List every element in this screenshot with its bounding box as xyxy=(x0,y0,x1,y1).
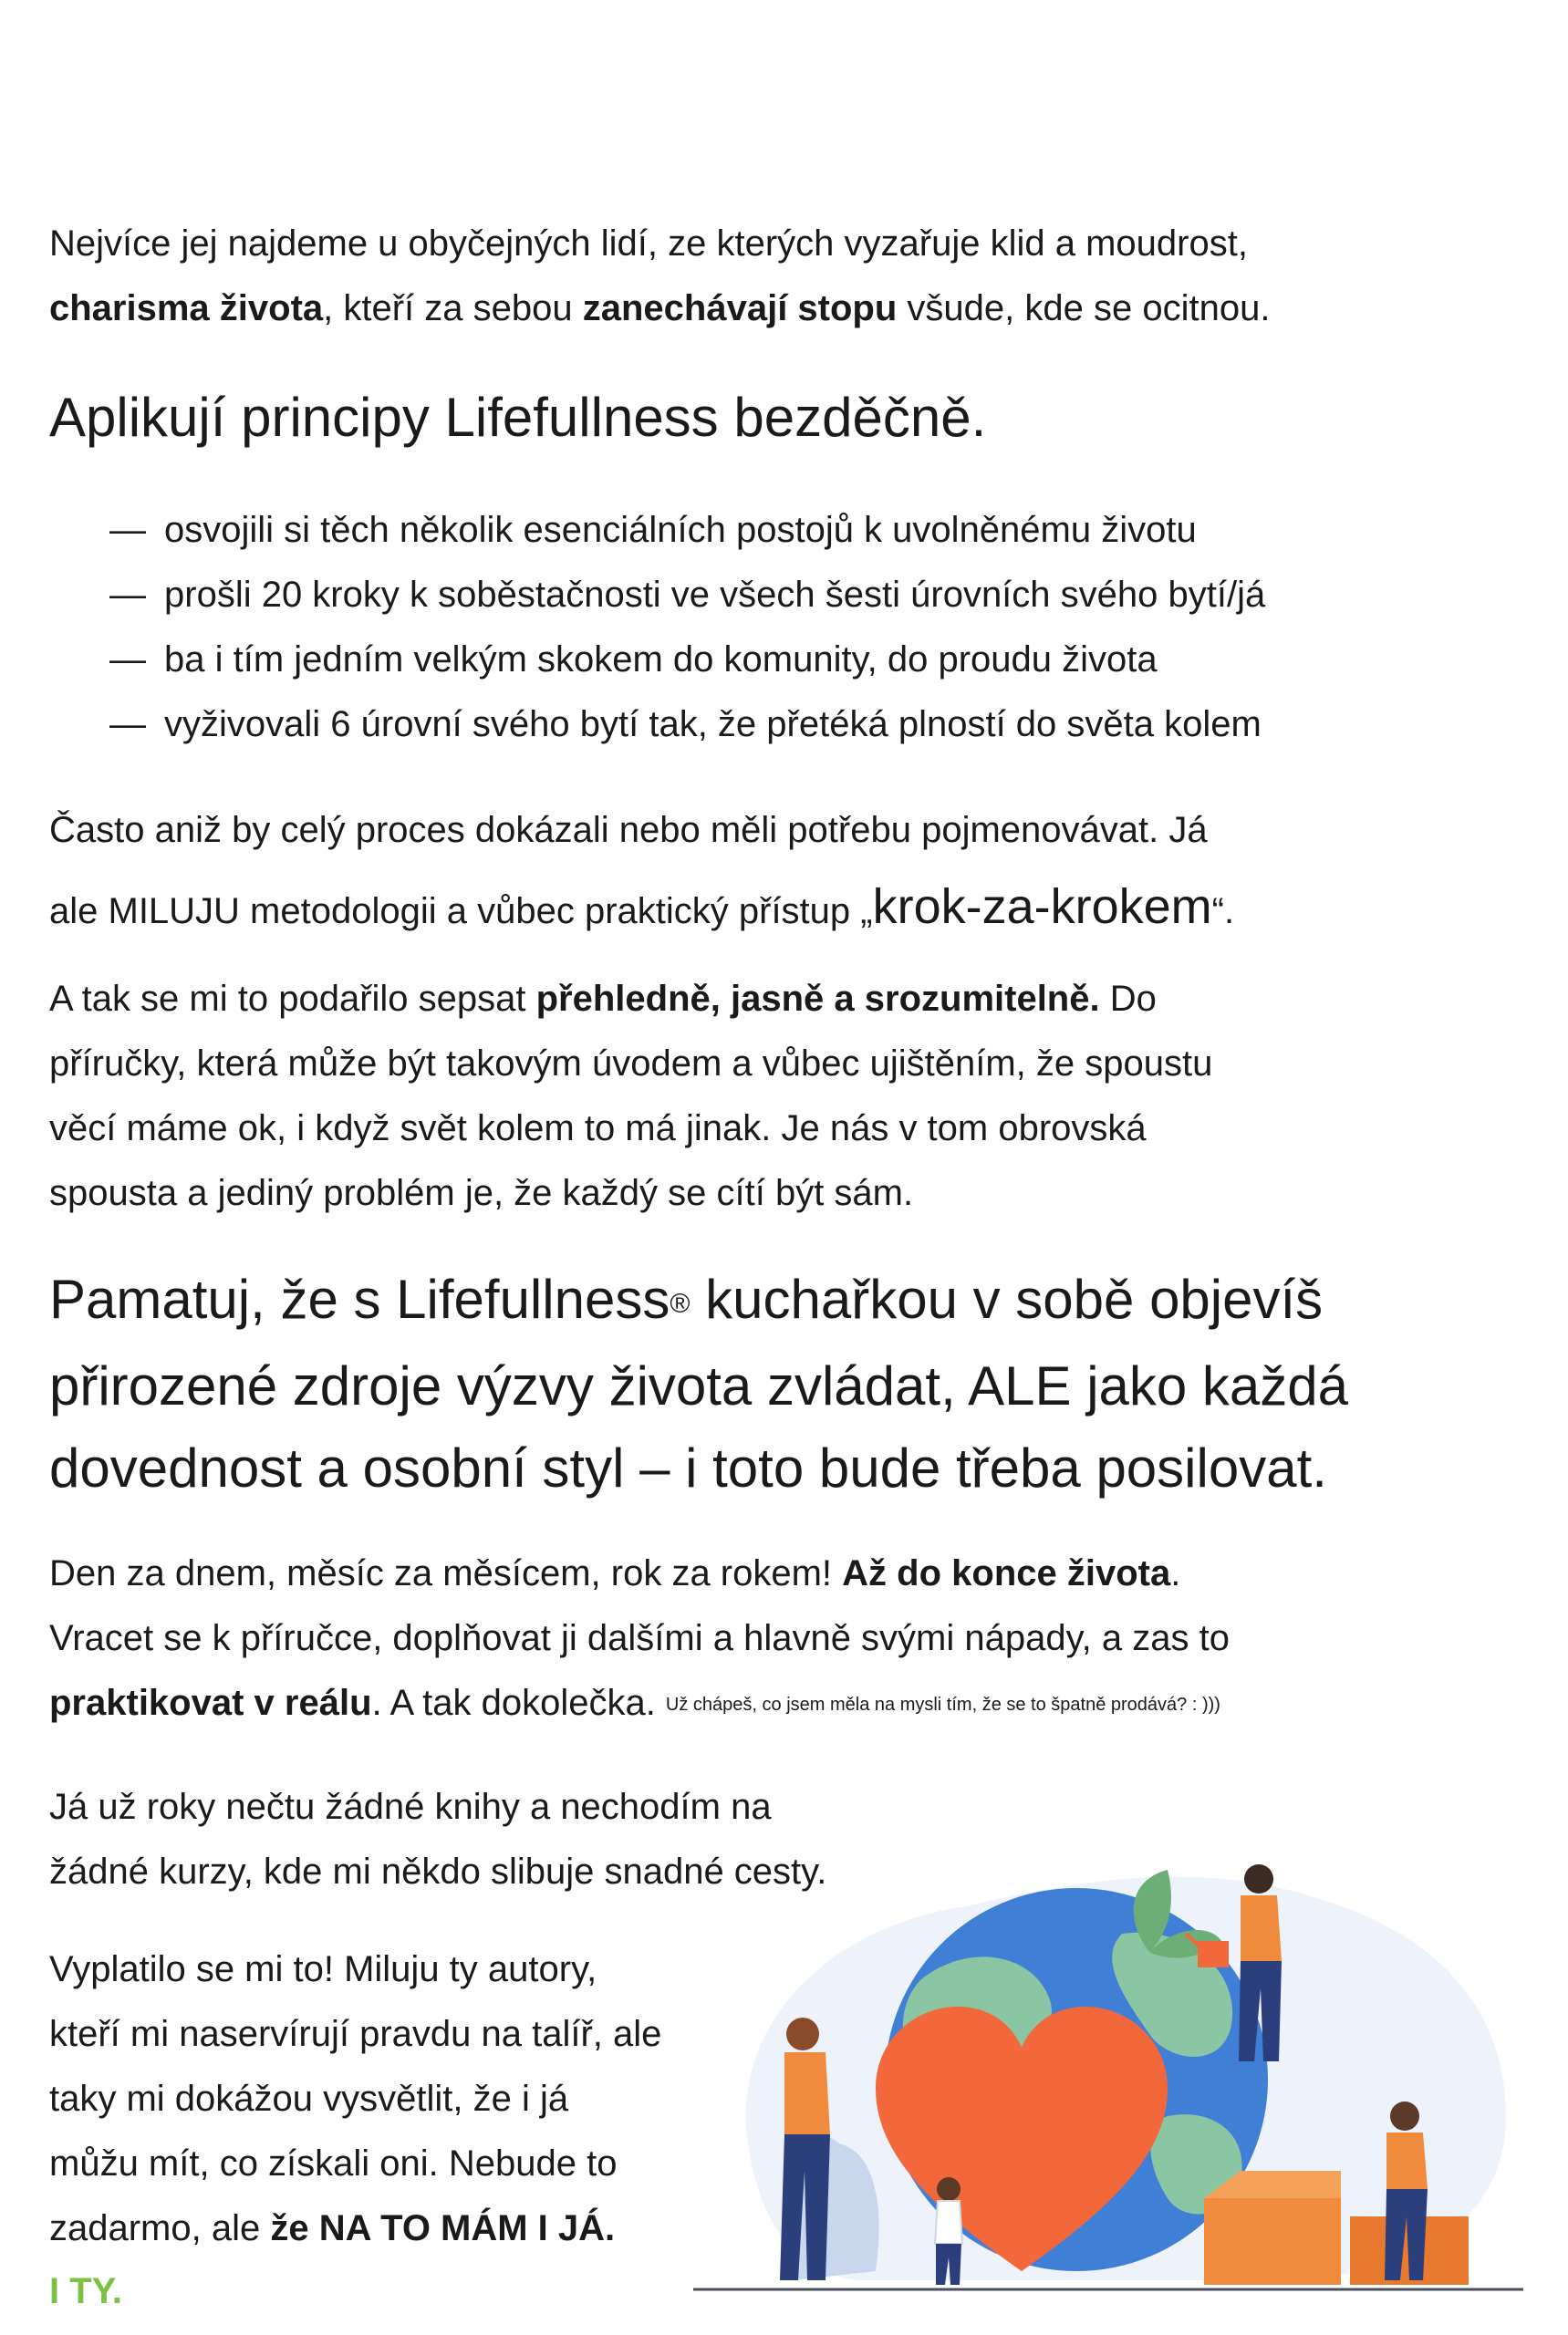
person-head xyxy=(1390,2102,1419,2131)
intro-paragraph xyxy=(49,212,1270,341)
bold-praktikovat: praktikovat v reálu xyxy=(49,1683,372,1723)
paragraph-text: A tak se mi to podařilo sepsat xyxy=(49,979,536,1019)
person-head xyxy=(786,2018,819,2050)
paragraph-casto xyxy=(49,792,1234,950)
heading-line: Pamatuj, že s Lifefullness xyxy=(49,1269,670,1330)
paragraph-text: Den za dnem, měsíc za měsícem, rok za rokem! xyxy=(49,1553,843,1593)
krok-za-krokem-text: krok-za-krokem xyxy=(872,879,1212,934)
child-head xyxy=(937,2177,961,2201)
intro-bold-stopa: zanechávají stopu xyxy=(582,288,898,328)
closing-quote: “. xyxy=(1211,891,1235,931)
bold-na-to-mam: že NA TO MÁM I JÁ. xyxy=(270,2208,616,2248)
heading-aplikuji: Aplikují principy Lifefullness bezděčně. xyxy=(49,387,987,448)
intro-bold-charisma: charisma života xyxy=(49,288,324,328)
heading-pamatuj xyxy=(49,1259,1348,1510)
paragraph-line: Vracet se k příručce, doplňovat ji dalšími a hlavně svými nápady, a zas to xyxy=(49,1618,1230,1658)
paragraph-den-za-dnem xyxy=(49,1541,1230,1738)
paragraph-line: žádné kurzy, kde mi někdo slibuje snadné cesty. xyxy=(49,1852,827,1892)
heading-line: přirozené zdroje výzvy života zvládat, ALE jako každá xyxy=(49,1355,1349,1417)
intro-text-end: všude, kde se ocitnou. xyxy=(897,288,1271,328)
child-body xyxy=(935,2201,962,2244)
paragraph-line: můžu mít, co získali oni. Nebude to xyxy=(49,2143,618,2184)
box-shape xyxy=(1204,2198,1341,2285)
dash-marker: — xyxy=(109,575,146,615)
paragraph-line: Často aniž by celý proces dokázali nebo měli potřebu pojmenovávat. Já xyxy=(49,810,1208,850)
intro-line-1: Nejvíce jej najdeme u obyčejných lidí, ze kterých vyzařuje klid a moudrost, xyxy=(49,223,1248,264)
list-item xyxy=(109,563,1265,628)
paragraph-prirucka xyxy=(49,967,1212,1226)
paragraph-line: taky mi dokážou vysvětlit, že i já xyxy=(49,2079,569,2119)
person-body xyxy=(1241,1895,1282,1961)
bold-prehledne: přehledně, jasně a srozumitelně. xyxy=(535,979,1100,1019)
dash-marker: — xyxy=(109,510,146,550)
intro-text: , kteří za sebou xyxy=(323,288,583,328)
paragraph-line: kteří mi naservírují pravdu na talíř, ale xyxy=(49,2014,662,2054)
dash-marker: — xyxy=(109,639,146,680)
registered-mark: ® xyxy=(670,1289,691,1319)
globe-heart-illustration xyxy=(693,1842,1532,2317)
dash-marker: — xyxy=(109,704,146,744)
person-body xyxy=(1386,2133,1428,2189)
list-item-text: vyživovali 6 úrovní svého bytí tak, že přetéká plností do světa kolem xyxy=(164,704,1262,744)
list-item-text: osvojili si těch několik esenciálních postojů k uvolněnému životu xyxy=(164,510,1197,550)
paragraph-line: Vyplatilo se mi to! Miluju ty autory, xyxy=(49,1949,597,1989)
paragraph-line: příručky, která může být takovým úvodem a vůbec ujištěním, že spoustu xyxy=(49,1043,1213,1084)
list-item xyxy=(109,498,1265,563)
list-item xyxy=(109,628,1265,692)
paragraph-line: Já už roky nečtu žádné knihy a nechodím na xyxy=(49,1787,772,1827)
paragraph-line: věcí máme ok, i když svět kolem to má jinak. Je nás v tom obrovská xyxy=(49,1108,1147,1148)
paragraph-text: zadarmo, ale xyxy=(49,2208,271,2248)
paragraph-line: spousta a jediný problém je, že každý se cítí být sám. xyxy=(49,1173,914,1213)
bold-az-do-konce: Až do konce života xyxy=(842,1553,1171,1593)
i-ty-text: I TY. xyxy=(49,2271,123,2311)
person-head xyxy=(1244,1864,1273,1894)
person-body xyxy=(784,2052,830,2134)
small-note: Už chápeš, co jsem měla na mysli tím, že se to špatně prodává? : ))) xyxy=(665,1694,1220,1715)
list-item-text: prošli 20 kroky k soběstačnosti ve všech šesti úrovních svého bytí/já xyxy=(164,575,1266,615)
paragraph-text: . A tak dokolečka. xyxy=(371,1683,666,1723)
paragraph-text: . xyxy=(1170,1553,1181,1593)
bullet-list xyxy=(109,498,1265,757)
paragraph-line: ale MILUJU metodologii a vůbec praktický přístup „ xyxy=(49,891,873,931)
list-item xyxy=(109,692,1265,757)
heading-line: kuchařkou v sobě objevíš xyxy=(690,1269,1324,1330)
paragraph-vyplatilo xyxy=(49,1937,661,2261)
paragraph-text: Do xyxy=(1099,979,1157,1019)
heading-line: dovednost a osobní styl – i toto bude třeba posilovat. xyxy=(49,1437,1327,1499)
list-item-text: ba i tím jedním velkým skokem do komunity, do proudu života xyxy=(164,639,1158,680)
